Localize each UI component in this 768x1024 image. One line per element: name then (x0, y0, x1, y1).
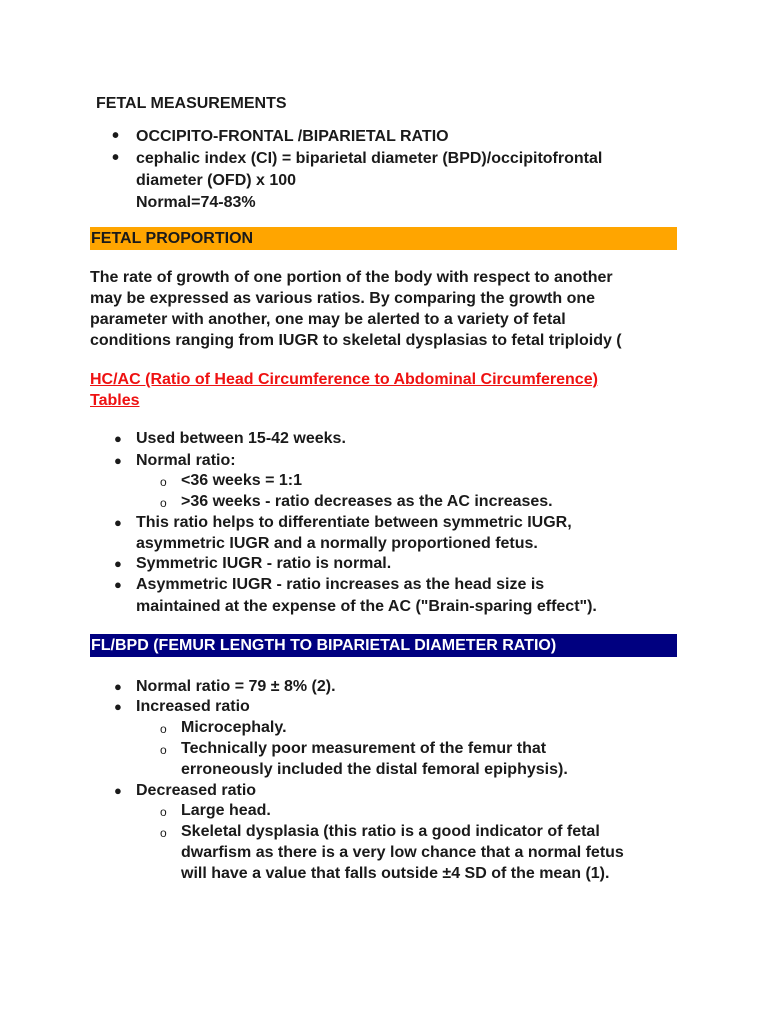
hcac-link-line[interactable]: Tables (90, 392, 140, 409)
list-item-cont: asymmetric IUGR and a normally proportioned fetus. (136, 535, 538, 552)
paragraph-line: may be expressed as various ratios. By comparing the growth one (90, 290, 596, 307)
sub-bullet-icon: o (160, 496, 167, 510)
bullet-icon: ● (114, 679, 122, 694)
page-title: FETAL MEASUREMENTS (96, 95, 287, 112)
sub-list-item: Large head. (181, 802, 271, 819)
list-item: This ratio helps to differentiate between symmetric IUGR, (136, 514, 572, 531)
sub-list-item: Technically poor measurement of the femur that (181, 740, 547, 757)
list-item: Decreased ratio (136, 782, 257, 799)
section-heading-fetal-proportion: FETAL PROPORTION (90, 227, 677, 250)
bullet-icon: ● (114, 453, 122, 468)
list-item: Normal ratio = 79 ± 8% (2). (136, 678, 336, 695)
paragraph-line: The rate of growth of one portion of the body with respect to another (90, 269, 613, 286)
sub-list-item: >36 weeks - ratio decreases as the AC increases. (181, 493, 553, 510)
bullet-icon: • (112, 125, 120, 147)
sub-list-item: Skeletal dysplasia (this ratio is a good indicator of fetal (181, 823, 600, 840)
list-item: Asymmetric IUGR - ratio increases as the head size is (136, 576, 545, 593)
measurement-item: cephalic index (CI) = biparietal diameter (BPD)/occipitofrontal (136, 150, 603, 167)
sub-list-item: <36 weeks = 1:1 (181, 472, 302, 489)
sub-bullet-icon: o (160, 743, 167, 757)
sub-list-item-cont: dwarfism as there is a very low chance that a normal fetus (181, 844, 624, 861)
bullet-icon: ● (114, 783, 122, 798)
sub-bullet-icon: o (160, 805, 167, 819)
measurement-item-cont: diameter (OFD) x 100 (136, 172, 297, 189)
bullet-icon: • (112, 147, 120, 169)
paragraph-line: parameter with another, one may be alerted to a variety of fetal (90, 311, 566, 328)
bullet-icon: ● (114, 577, 122, 592)
measurement-normal: Normal=74-83% (136, 194, 256, 211)
section-heading-flbpd: FL/BPD (FEMUR LENGTH TO BIPARIETAL DIAMETER RATIO) (90, 634, 677, 657)
sub-bullet-icon: o (160, 475, 167, 489)
sub-bullet-icon: o (160, 826, 167, 840)
list-item: Used between 15-42 weeks. (136, 430, 346, 447)
bullet-icon: ● (114, 515, 122, 530)
bullet-icon: ● (114, 699, 122, 714)
list-item: Normal ratio: (136, 452, 236, 469)
measurement-item: OCCIPITO-FRONTAL /BIPARIETAL RATIO (136, 128, 449, 145)
hcac-link-line[interactable]: HC/AC (Ratio of Head Circumference to Abdominal Circumference) (90, 371, 598, 388)
list-item-cont: maintained at the expense of the AC ("Brain-sparing effect"). (136, 598, 597, 615)
list-item: Increased ratio (136, 698, 250, 715)
list-item: Symmetric IUGR - ratio is normal. (136, 555, 392, 572)
sub-list-item: Microcephaly. (181, 719, 287, 736)
bullet-icon: ● (114, 556, 122, 571)
sub-list-item-cont: will have a value that falls outside ±4 SD of the mean (1). (181, 865, 610, 882)
paragraph-line: conditions ranging from IUGR to skeletal dysplasias to fetal triploidy ( (90, 332, 622, 349)
sub-list-item-cont: erroneously included the distal femoral epiphysis). (181, 761, 568, 778)
bullet-icon: ● (114, 431, 122, 446)
sub-bullet-icon: o (160, 722, 167, 736)
